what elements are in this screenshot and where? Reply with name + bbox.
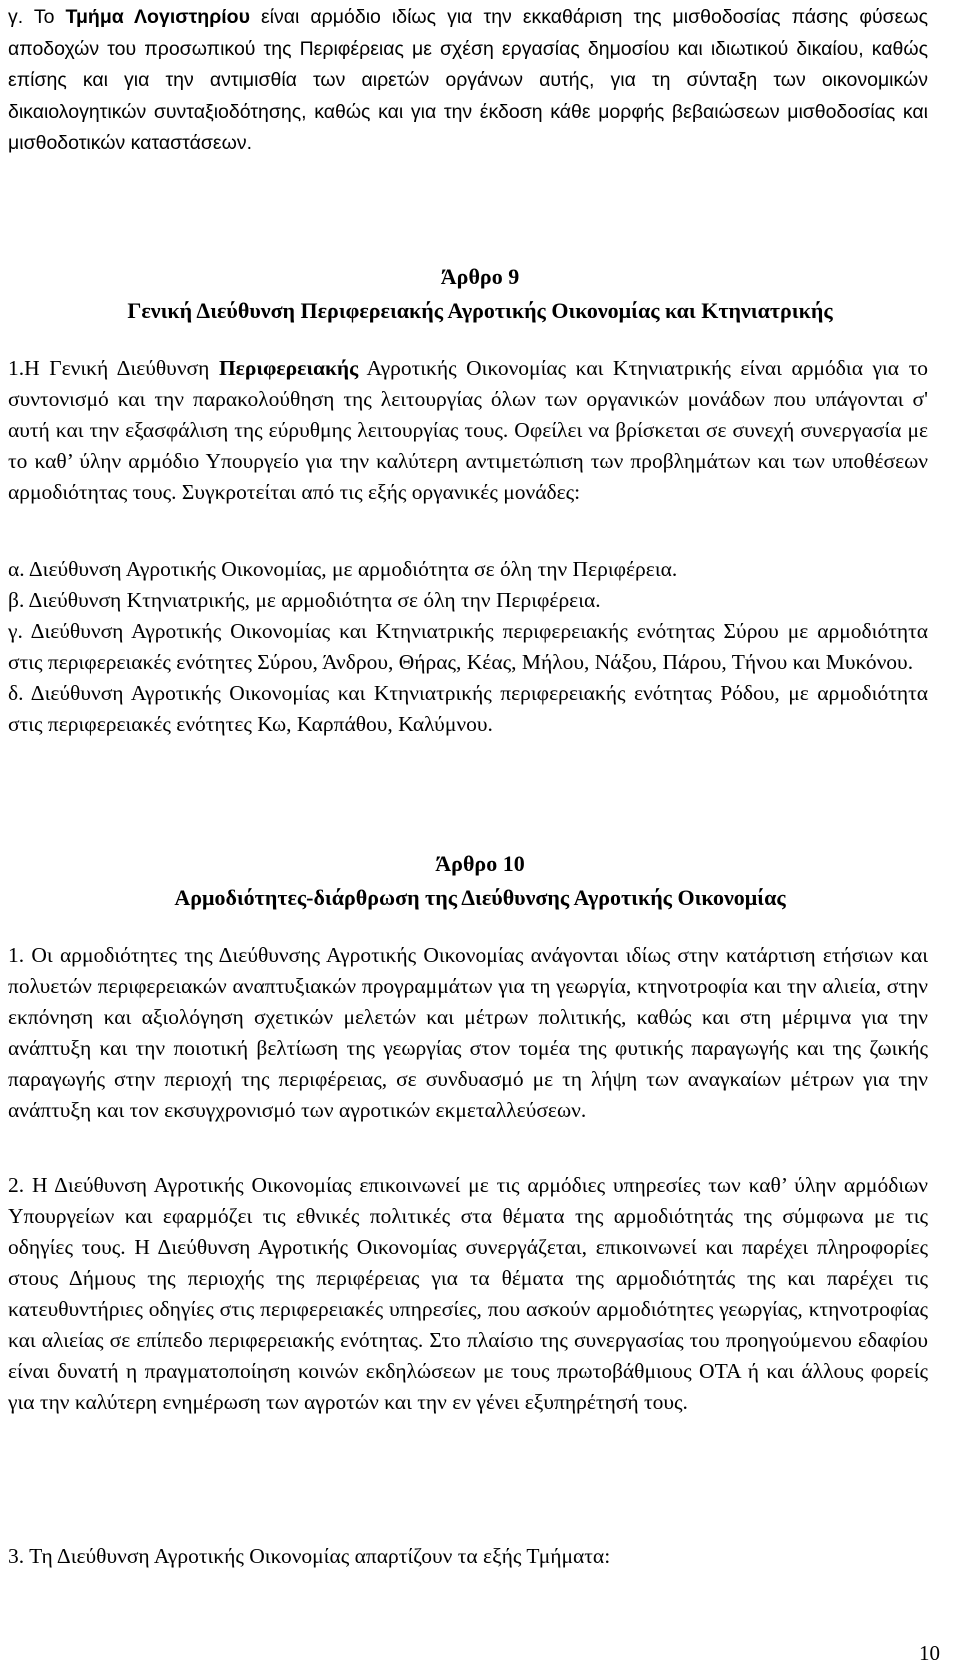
accounting-department-bold: Τμήμα Λογιστηρίου (65, 6, 250, 28)
article-10-number: Άρθρο 10 (435, 851, 525, 876)
article-9-title: Γενική Διεύθυνση Περιφερειακής Αγροτικής Οικονομίας και Κτηνιατρικής (127, 298, 833, 323)
list-item: δ. Διεύθυνση Αγροτικής Οικονομίας και Κτηνιατρικής περιφερειακής ενότητας Ρόδου, με αρμοδιότητα στις περιφερειακές ενότητες Κω, Καρπάθου, Καλύμνου. (8, 681, 928, 736)
paragraph-prefix: γ. Το (8, 6, 66, 28)
regional-bold: Περιφερειακής (218, 356, 359, 380)
article-9-number: Άρθρο 9 (440, 264, 520, 289)
list-item: α. Διεύθυνση Αγροτικής Οικονομίας, με αρμοδιότητα σε όλη την Περιφέρεια. (8, 557, 678, 581)
article-10-paragraph-2: 2. Η Διεύθυνση Αγροτικής Οικονομίας επικοινωνεί με τις αρμόδιες υπηρεσίες των καθ’ ύλην αρμόδιων Υπουργείων και εφαρμόζει τις εθνικές πολιτικές στα θέματα της αρμοδιότητάς της σύμφωνα με τις οδηγίες τους. Η Διεύθυνση Αγροτικής Οικονομίας συνεργάζεται, επικοινωνεί και παρέχει πληροφορίες στους Δήμους της περιοχής της περιφέρειας για τα θέματα της αρμοδιότητάς της και παρέχει τις κατευθυντήριες οδηγίες στις περιφερειακές υπηρεσίες, που ασκούν αρμοδιότητες γεωργίας, κτηνοτροφίας και αλιείας σε επίπεδο περιφερειακής ενότητας. Στο πλαίσιο της συνεργασίας του προηγούμενου εδαφίου είναι δυνατή η πραγματοποίηση κοινών εκδηλώσεων με τους πρωτοβάθμιους ΟΤΑ ή και άλλους φορείς για την καλύτερη ενημέρωση των αγροτών και την εν γένει εξυπηρέτησή τους. (8, 1173, 928, 1414)
article-10-paragraph-1: 1. Οι αρμοδιότητες της Διεύθυνσης Αγροτικής Οικονομίας ανάγονται ιδίως στην κατάρτιση ετήσιων και πολυετών περιφερειακών αναπτυξιακών προγραμμάτων για τη γεωργία, κτηνοτροφία και την αλιεία, στην εκπόνηση και αξιολόγηση σχετικών μελετών και μέτρων πολιτικής, καθώς και στη μέριμνα για την ανάπτυξη και την ποιοτική βελτίωση της γεωργίας στον τομέα της φυτικής παραγωγής και της ζωικής παραγωγής στην περιοχή της περιφέρειας, σε συνδυασμό με τη λήψη των αναγκαίων μέτρων για την ανάπτυξη και τον εκσυγχρονισμό των αγροτικών εκμεταλλεύσεων. (8, 943, 928, 1122)
article-9-paragraph-1 (8, 353, 928, 508)
article-10-paragraph-3: 3. Τη Διεύθυνση Αγροτικής Οικονομίας απαρτίζουν τα εξής Τμήματα: (8, 1544, 611, 1568)
article-9-units-list (8, 554, 928, 740)
paragraph-text: είναι αρμόδιο ιδίως για την εκκαθάριση της μισθοδοσίας πάσης φύσεως αποδοχών του προσωπικού της Περιφέρειας με σχέση εργασίας δημοσίου και ιδιωτικού δικαίου, καθώς επίσης και για την αντιμισθία των αιρετών οργάνων αυτής, για τη σύνταξη των οικονομικών δικαιολογητικών συνταξιοδότησης, καθώς και για την έκδοση κάθε μορφής βεβαιώσεων μισθοδοσίας και μισθοδοτικών καταστάσεων. (8, 6, 928, 154)
paragraph-text: Αγροτικής Οικονομίας και Κτηνιατρικής είναι αρμόδια για το συντονισμό και την παρακολούθηση της λειτουργίας όλων των οργανικών μονάδων που υπάγονται σ' αυτή και την εξασφάλιση της εύρυθμης λειτουργίας τους. Οφείλει να βρίσκεται σε συνεχή συνεργασία με το καθ’ ύλην αρμόδιο Υπουργείο για την καλύτερη αντιμετώπιση των προβλημάτων και των υποθέσεων αρμοδιότητας τους. Συγκροτείται από τις εξής οργανικές μονάδες: (8, 356, 928, 504)
paragraph-accounting-department (8, 2, 928, 160)
list-item: β. Διεύθυνση Κτηνιατρικής, με αρμοδιότητα σε όλη την Περιφέρεια. (8, 588, 601, 612)
paragraph-prefix: 1.Η Γενική Διεύθυνση (8, 356, 219, 380)
article-10-title: Αρμοδιότητες-διάρθρωση της Διεύθυνσης Αγροτικής Οικονομίας (174, 885, 786, 910)
page-number: 10 (919, 1641, 940, 1665)
list-item: γ. Διεύθυνση Αγροτικής Οικονομίας και Κτηνιατρικής περιφερειακής ενότητας Σύρου με αρμοδιότητα στις περιφερειακές ενότητες Σύρου, Άνδρου, Θήρας, Κέας, Μήλου, Νάξου, Πάρου, Τήνου και Μυκόνου. (8, 619, 928, 674)
